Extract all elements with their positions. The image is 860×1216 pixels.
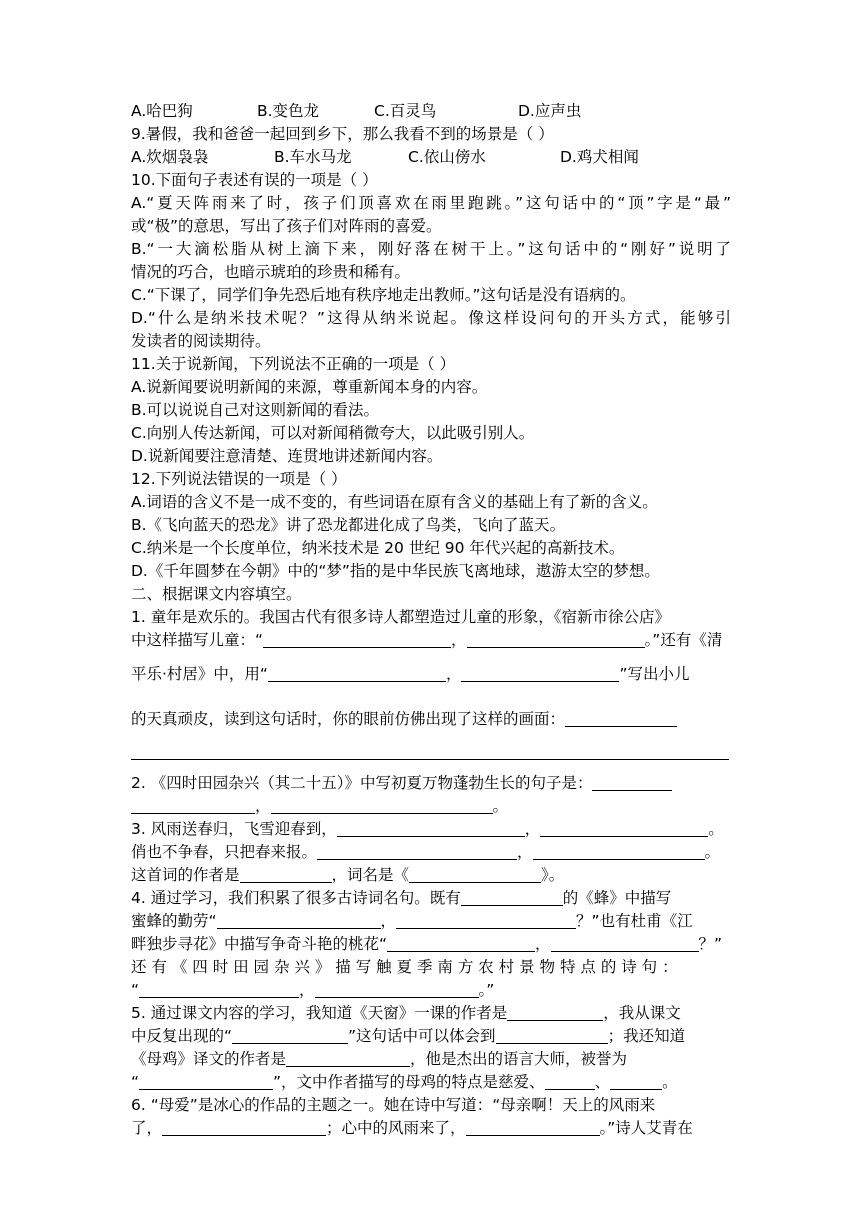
fill6-text: ；心中的风雨来了， (326, 1119, 466, 1137)
q12-option[interactable]: A.词语的含义不是一成不变的，有些词语在原有含义的基础上有了新的含义。 (131, 493, 658, 511)
fill2-blank-1[interactable] (592, 773, 672, 791)
fill1-text: ， (451, 631, 467, 649)
fill5-text: ；我还知道 (607, 1027, 686, 1045)
q10-line[interactable]: A.“夏天阵雨来了时，孩子们顶喜欢在雨里跑跳。”这句话中的“顶”字是“最” (131, 194, 731, 212)
q8-options (131, 100, 731, 123)
q12-option[interactable]: C.纳米是一个长度单位，纳米技术是 20 世纪 90 年代兴起的高新技术。 (131, 539, 625, 557)
fill4-text: ？”也有杜甫《江 (576, 912, 693, 930)
fill1-text: ”写出小儿 (619, 665, 690, 683)
fill4-text: 的《蜂》中描写 (562, 889, 672, 907)
fill4-text: “ (131, 981, 140, 999)
fill2-text: 2. 《四时田园杂兴（其二十五）》中写初夏万物蓬勃生长的句子是： (131, 774, 593, 792)
q12-stem: 12.下列说法错误的一项是（ ） (131, 470, 347, 488)
q8-option-b[interactable]: B.变色龙 (257, 102, 320, 120)
fill4-line (131, 887, 731, 910)
q9-option-c[interactable]: C.依山傍水 (408, 148, 486, 166)
fill1-line (131, 697, 731, 742)
q8-option-c[interactable]: C.百灵鸟 (374, 102, 437, 120)
fill1-text: 的天真顽皮，读到这句话时，你的眼前仿佛出现了这样的画面： (131, 710, 566, 728)
fill5-text: ，他是杰出的语言大师，被誉为 (410, 1050, 628, 1068)
q11-stem: 11.关于说新闻，下列说法不正确的一项是（ ） (131, 355, 456, 373)
fill4-blank-6[interactable] (139, 980, 299, 998)
fill5-blank-6[interactable] (545, 1072, 595, 1090)
fill3-text: ，词名是《 (331, 866, 410, 884)
fill1-blank-3[interactable] (268, 664, 446, 682)
fill3-blank-6[interactable] (409, 865, 541, 883)
fill5-text: ”这句话中可以体会到 (348, 1027, 496, 1045)
fill5-line (131, 1002, 731, 1025)
fill1-line (131, 652, 731, 697)
fill6-text: 。”诗人艾青在 (599, 1119, 693, 1137)
fill3-text: ， (517, 843, 533, 861)
fill1-text: ， (445, 665, 462, 683)
fill5-blank-1[interactable] (507, 1003, 603, 1021)
fill4-line: 还 有 《 四 时 田 园 杂 兴 》 描 写 触 夏 季 南 方 农 村 景 物 特 点 的 诗 句 ： (131, 958, 678, 976)
fill3-text: 3. 风雨送春归，飞雪迎春到， (131, 820, 337, 838)
q8-option-d[interactable]: D.应声虫 (518, 102, 582, 120)
fill5-text: 。 (662, 1073, 678, 1091)
fill4-text: ， (380, 912, 397, 930)
fill6-line (131, 1117, 731, 1140)
fill4-text: 蜜蜂的勤劳“ (131, 912, 217, 930)
fill4-text: ， (535, 935, 551, 953)
q11-option[interactable]: A.说新闻要说明新闻的来源，尊重新闻本身的内容。 (131, 378, 488, 396)
q9-stem: 9.暑假，我和爸爸一起回到乡下，那么我看不到的场景是（ ） (131, 125, 554, 143)
fill3-text: 这首词的作者是 (131, 866, 240, 884)
q10-line: 情况的巧合，也暗示琥珀的珍贵和稀有。 (131, 263, 411, 281)
fill5-text: ，我从课文 (603, 1004, 681, 1022)
fill3-blank-4[interactable] (533, 842, 705, 860)
fill6-text: 了， (131, 1119, 163, 1137)
q10-line: 发读者的阅读期待。 (131, 332, 271, 350)
fill5-text: ”，文中作者描写的母鸡的特点是慈爱、 (273, 1073, 545, 1091)
fill4-blank-1[interactable] (461, 888, 563, 906)
fill3-blank-2[interactable] (540, 819, 708, 837)
fill5-text: “ (131, 1073, 140, 1091)
fill5-blank-7[interactable] (610, 1072, 662, 1090)
fill4-blank-5[interactable] (551, 934, 699, 952)
q8-option-a[interactable]: A.哈巴狗 (131, 102, 193, 120)
fill6-line: 6. “母爱”是冰心的作品的主题之一。她在诗中写道：“母亲啊！天上的风雨来 (131, 1096, 656, 1114)
fill4-blank-2[interactable] (217, 911, 381, 929)
q11-option[interactable]: C.向别人传达新闻，可以对新闻稍微夸大，以此吸引别人。 (131, 424, 535, 442)
fill3-line (131, 818, 731, 841)
fill1-blank-4[interactable] (461, 664, 619, 682)
fill2-text: 。 (492, 797, 509, 815)
fill5-text: 5. 通过课文内容的学习，我知道《天窗》一课的作者是 (131, 1004, 508, 1022)
q9-option-d[interactable]: D.鸡犬相闻 (560, 148, 639, 166)
fill3-text: 》。 (541, 866, 565, 884)
fill3-text: 。 (708, 820, 724, 838)
fill1-answer-line[interactable] (131, 742, 729, 760)
fill4-blank-4[interactable] (387, 934, 535, 952)
fill3-line (131, 841, 731, 864)
fill2-line (131, 795, 731, 818)
fill3-text: 俏也不争春，只把春来报。 (131, 843, 318, 861)
fill2-blank-2[interactable] (131, 796, 255, 814)
fill5-text: 中反复出现的“ (131, 1027, 233, 1045)
q10-stem: 10.下面句子表述有误的一项是（ ） (131, 171, 378, 189)
section-2-title: 二、根据课文内容填空。 (131, 585, 302, 603)
fill4-blank-7[interactable] (315, 980, 479, 998)
fill1-blank-5[interactable] (565, 709, 677, 727)
fill4-blank-3[interactable] (396, 911, 576, 929)
q11-option[interactable]: D.说新闻要注意清楚、连贯地讲述新闻内容。 (131, 447, 443, 465)
fill2-line (131, 772, 731, 795)
fill1-blank-1[interactable] (263, 630, 451, 648)
fill4-text: 畔独步寻花》中描写争奇斗艳的桃花“ (131, 935, 388, 953)
fill1-blank-2[interactable] (467, 630, 645, 648)
fill2-blank-3[interactable] (271, 796, 493, 814)
fill5-blank-5[interactable] (139, 1072, 273, 1090)
q10-line[interactable]: D.“什么是纳米技术呢？”这得从纳米说起。像这样设问句的开头方式，能够引 (131, 309, 731, 327)
fill1-text: 。”还有《清 (644, 631, 723, 649)
q9-options (131, 146, 731, 169)
fill1-text: 中这样描写儿童：“ (131, 631, 264, 649)
fill5-text: 、 (594, 1073, 611, 1091)
q9-option-b[interactable]: B.车水马龙 (274, 148, 352, 166)
fill4-line (131, 979, 731, 1002)
q11-option[interactable]: B.可以说说自己对这则新闻的看法。 (131, 401, 380, 419)
q10-line[interactable]: B.“一大滴松脂从树上滴下来，刚好落在树干上。”这句话中的“刚好”说明了 (131, 240, 731, 258)
fill6-blank-1[interactable] (162, 1118, 326, 1136)
fill5-blank-4[interactable] (286, 1049, 410, 1067)
fill1-line: 1. 童年是欢乐的。我国古代有很多诗人都塑造过儿童的形象，《宿新市徐公店》 (131, 608, 670, 626)
fill2-text: ， (255, 797, 271, 815)
fill3-blank-3[interactable] (317, 842, 517, 860)
fill5-blank-3[interactable] (496, 1026, 608, 1044)
fill1-line (131, 629, 731, 652)
fill5-line (131, 1048, 731, 1071)
exam-page (131, 100, 731, 1140)
q9-option-a[interactable]: A.炊烟袅袅 (131, 148, 209, 166)
fill5-text: 《母鸡》译文的作者是 (131, 1050, 287, 1068)
fill4-text: 4. 通过学习，我们积累了很多古诗词名句。既有 (131, 889, 461, 907)
fill6-blank-2[interactable] (466, 1118, 600, 1136)
fill3-line (131, 864, 731, 887)
q10-line: 或“极”的意思，写出了孩子们对阵雨的喜爱。 (131, 217, 442, 235)
fill4-text: ， (299, 981, 315, 999)
fill4-line (131, 910, 731, 933)
q10-line[interactable]: C.“下课了，同学们争先恐后地有秩序地走出教师。”这句话是没有语病的。 (131, 286, 636, 304)
q12-option[interactable]: B.《飞向蓝天的恐龙》讲了恐龙都进化成了鸟类，飞向了蓝天。 (131, 516, 566, 534)
q12-option[interactable]: D.《千年圆梦在今朝》中的“梦”指的是中华民族飞离地球，遨游太空的梦想。 (131, 562, 660, 580)
fill3-text: ， (524, 820, 541, 838)
fill4-line (131, 933, 731, 956)
fill3-text: 。 (704, 843, 721, 861)
fill3-blank-5[interactable] (240, 865, 332, 883)
fill3-blank-1[interactable] (337, 819, 525, 837)
fill4-text: 。” (478, 981, 495, 999)
fill5-line (131, 1071, 731, 1094)
fill4-text: ？” (698, 935, 723, 953)
fill5-blank-2[interactable] (232, 1026, 348, 1044)
fill5-line (131, 1025, 731, 1048)
fill1-text: 平乐·村居》中，用“ (131, 665, 268, 683)
